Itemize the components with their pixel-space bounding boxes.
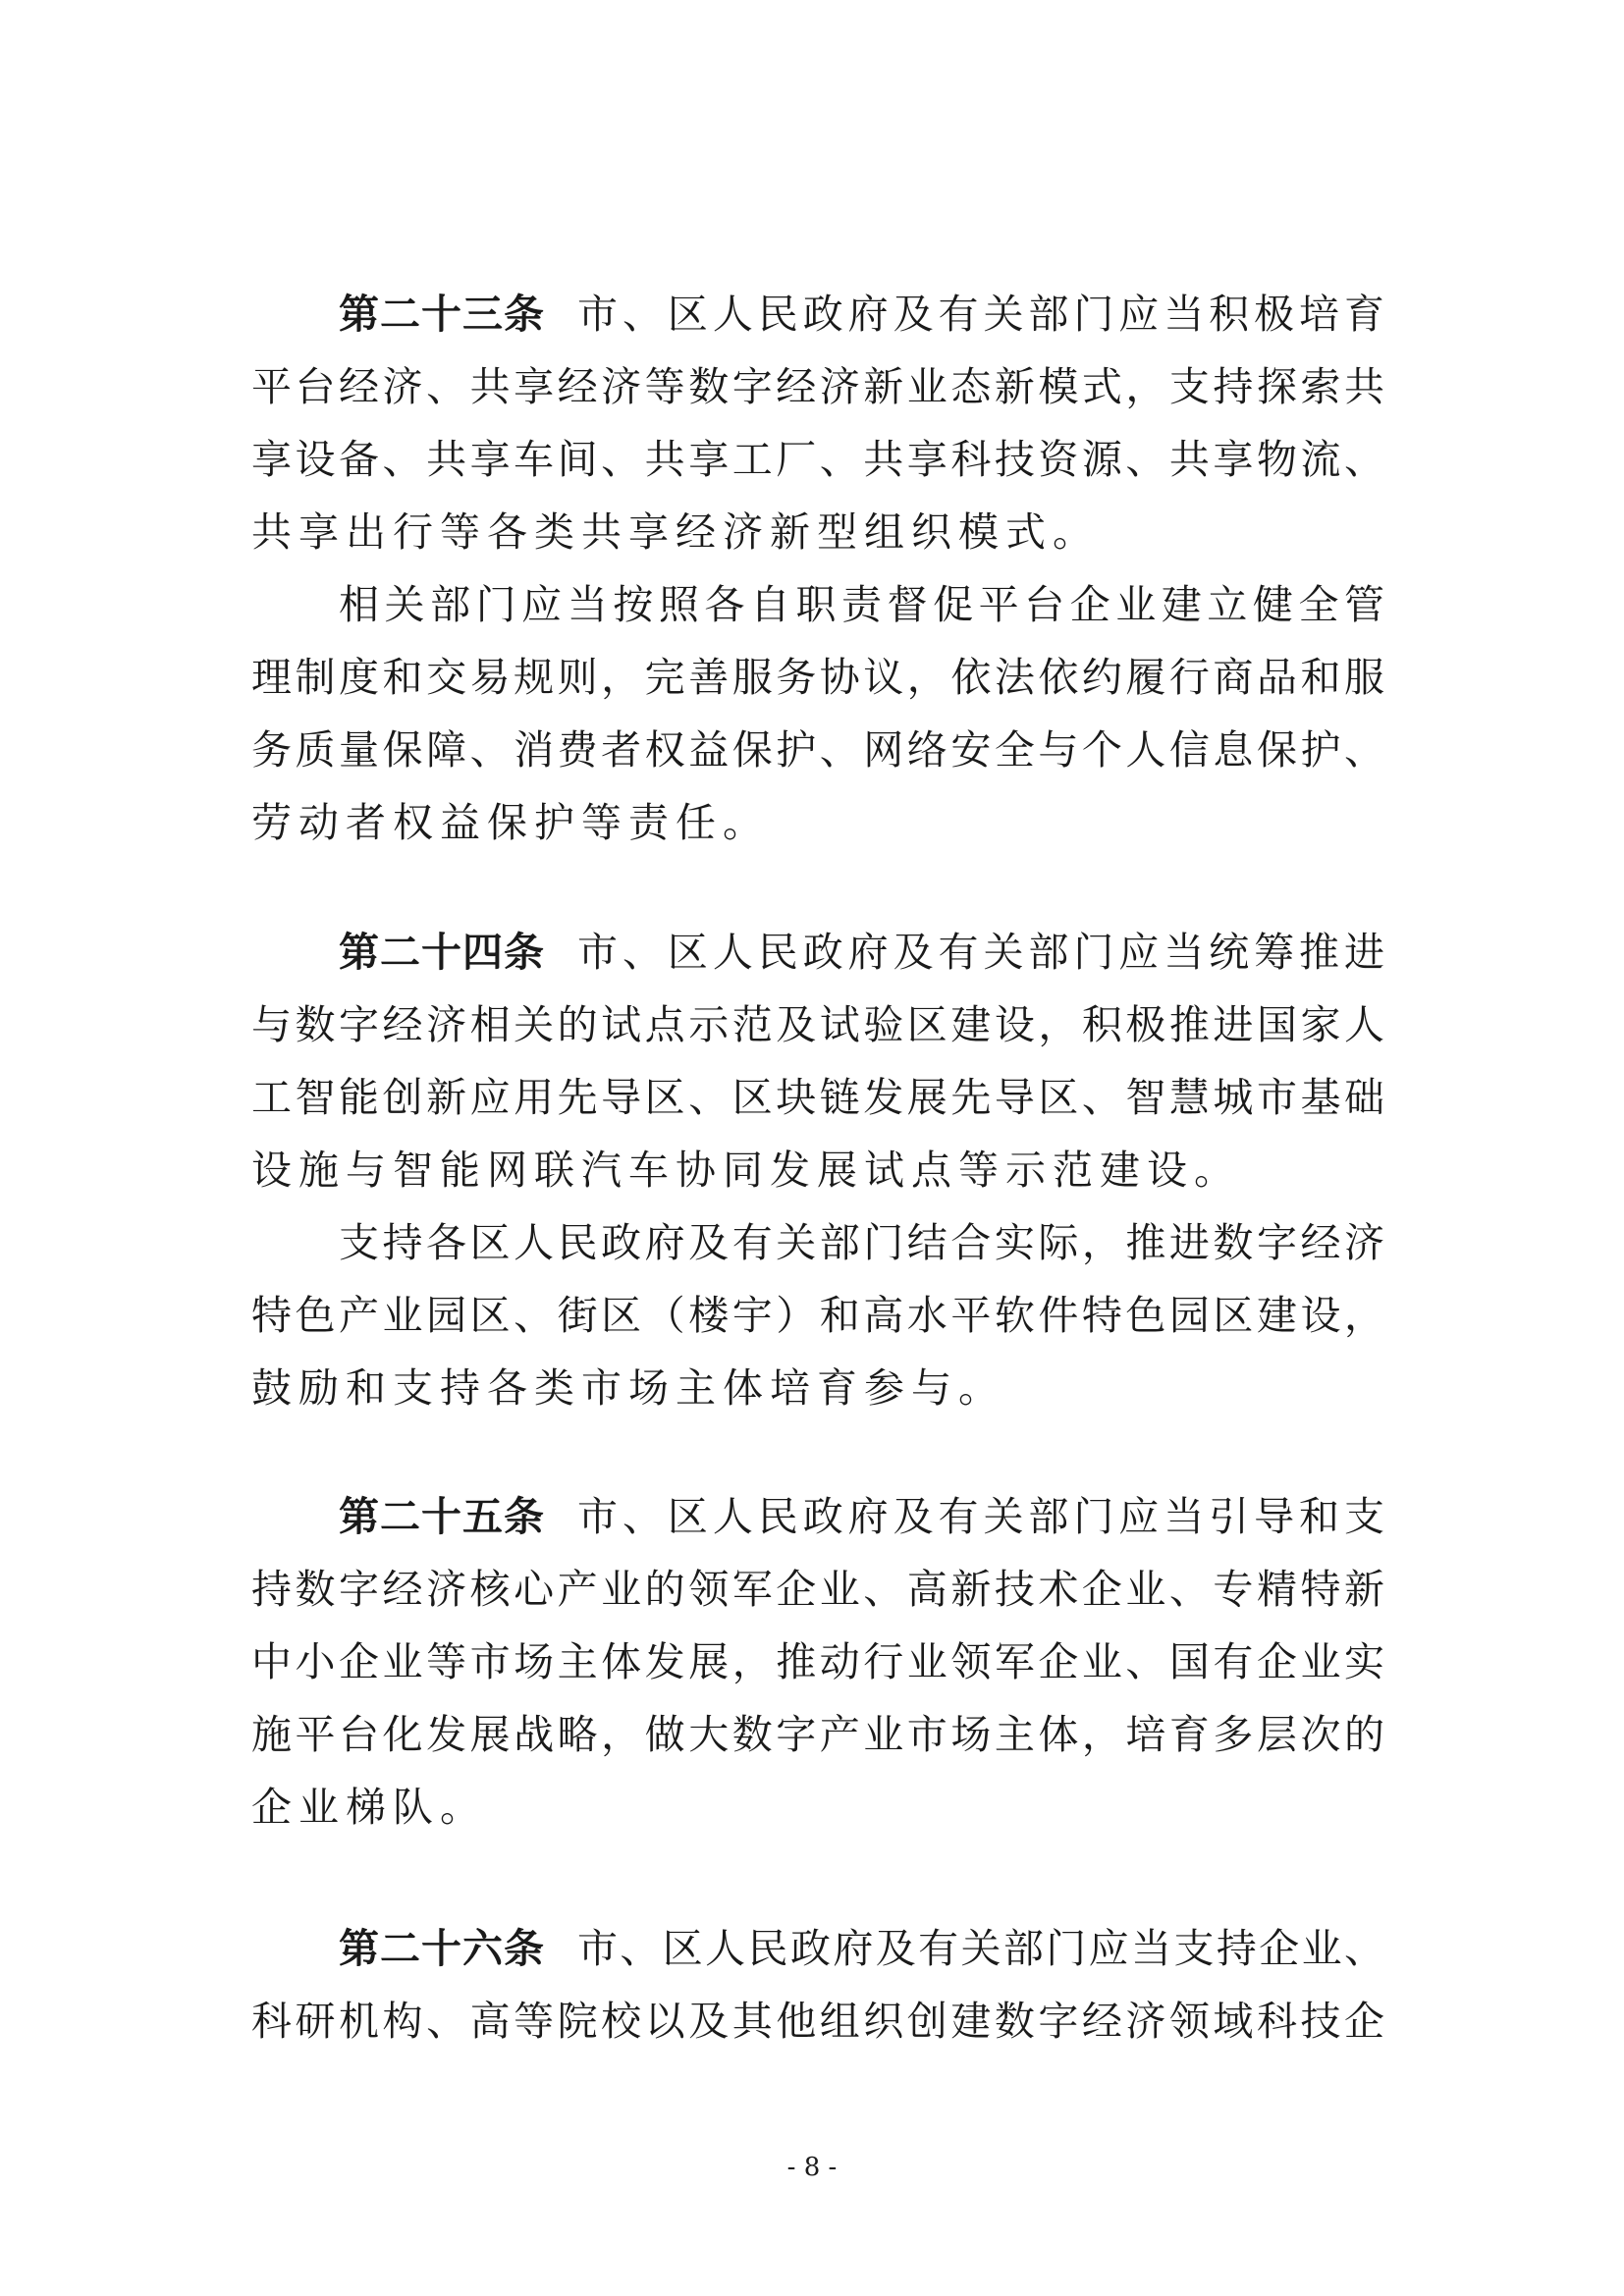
article-text: 市、区人民政府及有关部门应当支持企业、 [577, 1925, 1384, 1972]
article-text: 持数字经济核心产业的领军企业、高新技术企业、专精特新 [251, 1566, 1384, 1613]
article-text: 与数字经济相关的试点示范及试验区建设，积极推进国家人 [251, 1001, 1384, 1048]
text-line [0, 352, 1624, 421]
article-text: 劳动者权益保护等责任。 [251, 799, 770, 846]
article-text: 工智能创新应用先导区、区块链发展先导区、智慧城市基础 [251, 1074, 1384, 1121]
article-text: 特色产业园区、街区（楼宇）和高水平软件特色园区建设， [251, 1292, 1384, 1339]
article-text: 平台经济、共享经济等数字经济新业态新模式，支持探索共 [251, 363, 1384, 410]
text-line [0, 1482, 1624, 1551]
text-line [0, 716, 1624, 784]
text-line [0, 1700, 1624, 1769]
text-line [0, 1063, 1624, 1132]
page-number: - 8 - [786, 2153, 838, 2182]
article-text: 市、区人民政府及有关部门应当积极培育 [577, 291, 1384, 338]
article-title: 第二十五条 [339, 1493, 545, 1540]
text-line [0, 1987, 1624, 2056]
text-line [0, 1773, 1624, 1842]
article-title: 第二十四条 [339, 929, 545, 976]
text-line [0, 918, 1624, 987]
article-text: 支持各区人民政府及有关部门结合实际，推进数字经济 [339, 1219, 1384, 1266]
article-title: 第二十三条 [339, 291, 545, 338]
article-text: 享设备、共享车间、共享工厂、共享科技资源、共享物流、 [251, 436, 1384, 483]
text-line [0, 643, 1624, 712]
article-title: 第二十六条 [339, 1925, 545, 1972]
article-text: 设施与智能网联汽车协同发展试点等示范建设。 [251, 1147, 1241, 1194]
text-line [0, 498, 1624, 566]
article-text: 企业梯队。 [251, 1784, 487, 1831]
text-line [0, 1354, 1624, 1422]
article-text: 市、区人民政府及有关部门应当引导和支 [577, 1493, 1384, 1540]
text-line [0, 788, 1624, 857]
text-line [0, 1281, 1624, 1350]
article-text: 科研机构、高等院校以及其他组织创建数字经济领域科技企 [251, 1998, 1384, 2045]
article-text: 共享出行等各类共享经济新型组织模式。 [251, 508, 1100, 556]
article-text: 务质量保障、消费者权益保护、网络安全与个人信息保护、 [251, 726, 1384, 774]
article-text: 鼓励和支持各类市场主体培育参与。 [251, 1364, 1005, 1412]
text-line [0, 425, 1624, 494]
text-line [0, 990, 1624, 1059]
article-text: 理制度和交易规则，完善服务协议，依法依约履行商品和服 [251, 654, 1384, 701]
article-text: 相关部门应当按照各自职责督促平台企业建立健全管 [339, 581, 1384, 628]
text-line [0, 570, 1624, 639]
article-text: 中小企业等市场主体发展，推动行业领军企业、国有企业实 [251, 1638, 1384, 1685]
text-line [0, 280, 1624, 348]
text-line [0, 1555, 1624, 1624]
text-line [0, 1208, 1624, 1277]
text-line [0, 1136, 1624, 1204]
text-line [0, 1914, 1624, 1983]
article-text: 市、区人民政府及有关部门应当统筹推进 [577, 929, 1384, 976]
text-line [0, 1628, 1624, 1696]
article-text: 施平台化发展战略，做大数字产业市场主体，培育多层次的 [251, 1711, 1384, 1758]
